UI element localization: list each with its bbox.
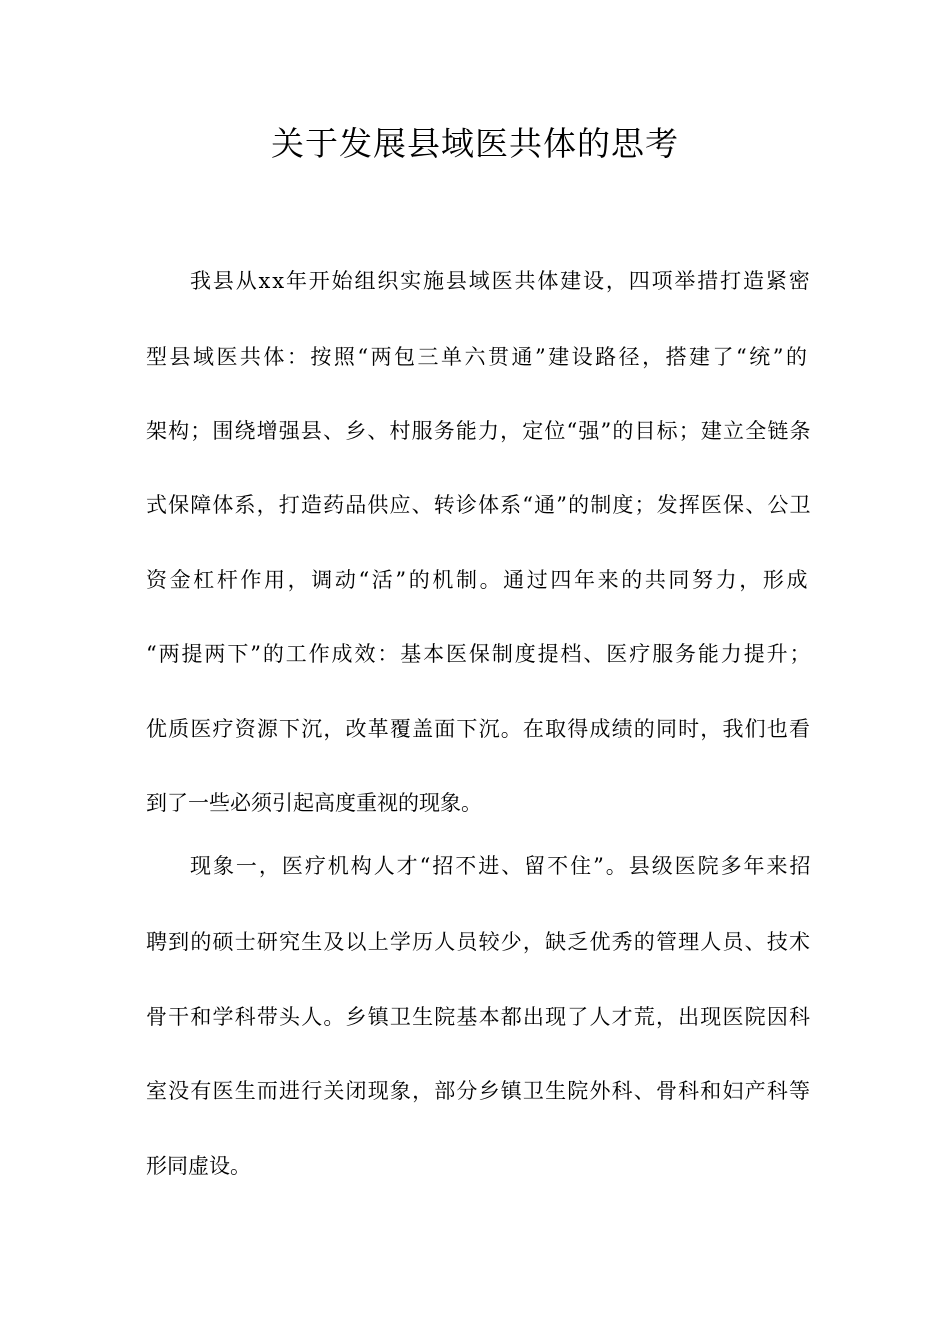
paragraph-1-line-1: 我县从xx年开始组织实施县域医共体建设，四项举措打造紧密	[190, 269, 812, 293]
paragraph-1-line-2: 型县域医共体：按照“两包三单六贯通”建设路径，搭建了“统”的	[146, 345, 810, 369]
paragraph-1-line-8: 到了一些必须引起高度重视的现象。	[146, 791, 482, 815]
document-title: 关于发展县域医共体的思考	[271, 124, 679, 163]
paragraph-1-line-5: 资金杠杆作用，调动“活”的机制。通过四年来的共同努力，形成	[146, 568, 811, 592]
paragraph-2-line-5: 形同虚设。	[146, 1154, 251, 1178]
paragraph-1-line-7: 优质医疗资源下沉，改革覆盖面下沉。在取得成绩的同时，我们也看	[146, 717, 812, 741]
paragraph-2-line-4: 室没有医生而进行关闭现象，部分乡镇卫生院外科、骨科和妇产科等	[146, 1079, 812, 1103]
paragraph-1-line-3: 架构；围绕增强县、乡、村服务能力，定位“强”的目标；建立全链条	[146, 419, 812, 443]
paragraph-1-line-6: “两提两下”的工作成效：基本医保制度提档、医疗服务能力提升；	[146, 642, 813, 666]
paragraph-1-line-4: 式保障体系，打造药品供应、转诊体系“通”的制度；发挥医保、公卫	[146, 493, 812, 517]
paragraph-2-line-3: 骨干和学科带头人。乡镇卫生院基本都出现了人才荒，出现医院因科	[146, 1005, 812, 1029]
paragraph-2-line-2: 聘到的硕士研究生及以上学历人员较少，缺乏优秀的管理人员、技术	[146, 930, 812, 954]
paragraph-2-line-1: 现象一，医疗机构人才“招不进、留不住”。县级医院多年来招	[190, 854, 813, 878]
